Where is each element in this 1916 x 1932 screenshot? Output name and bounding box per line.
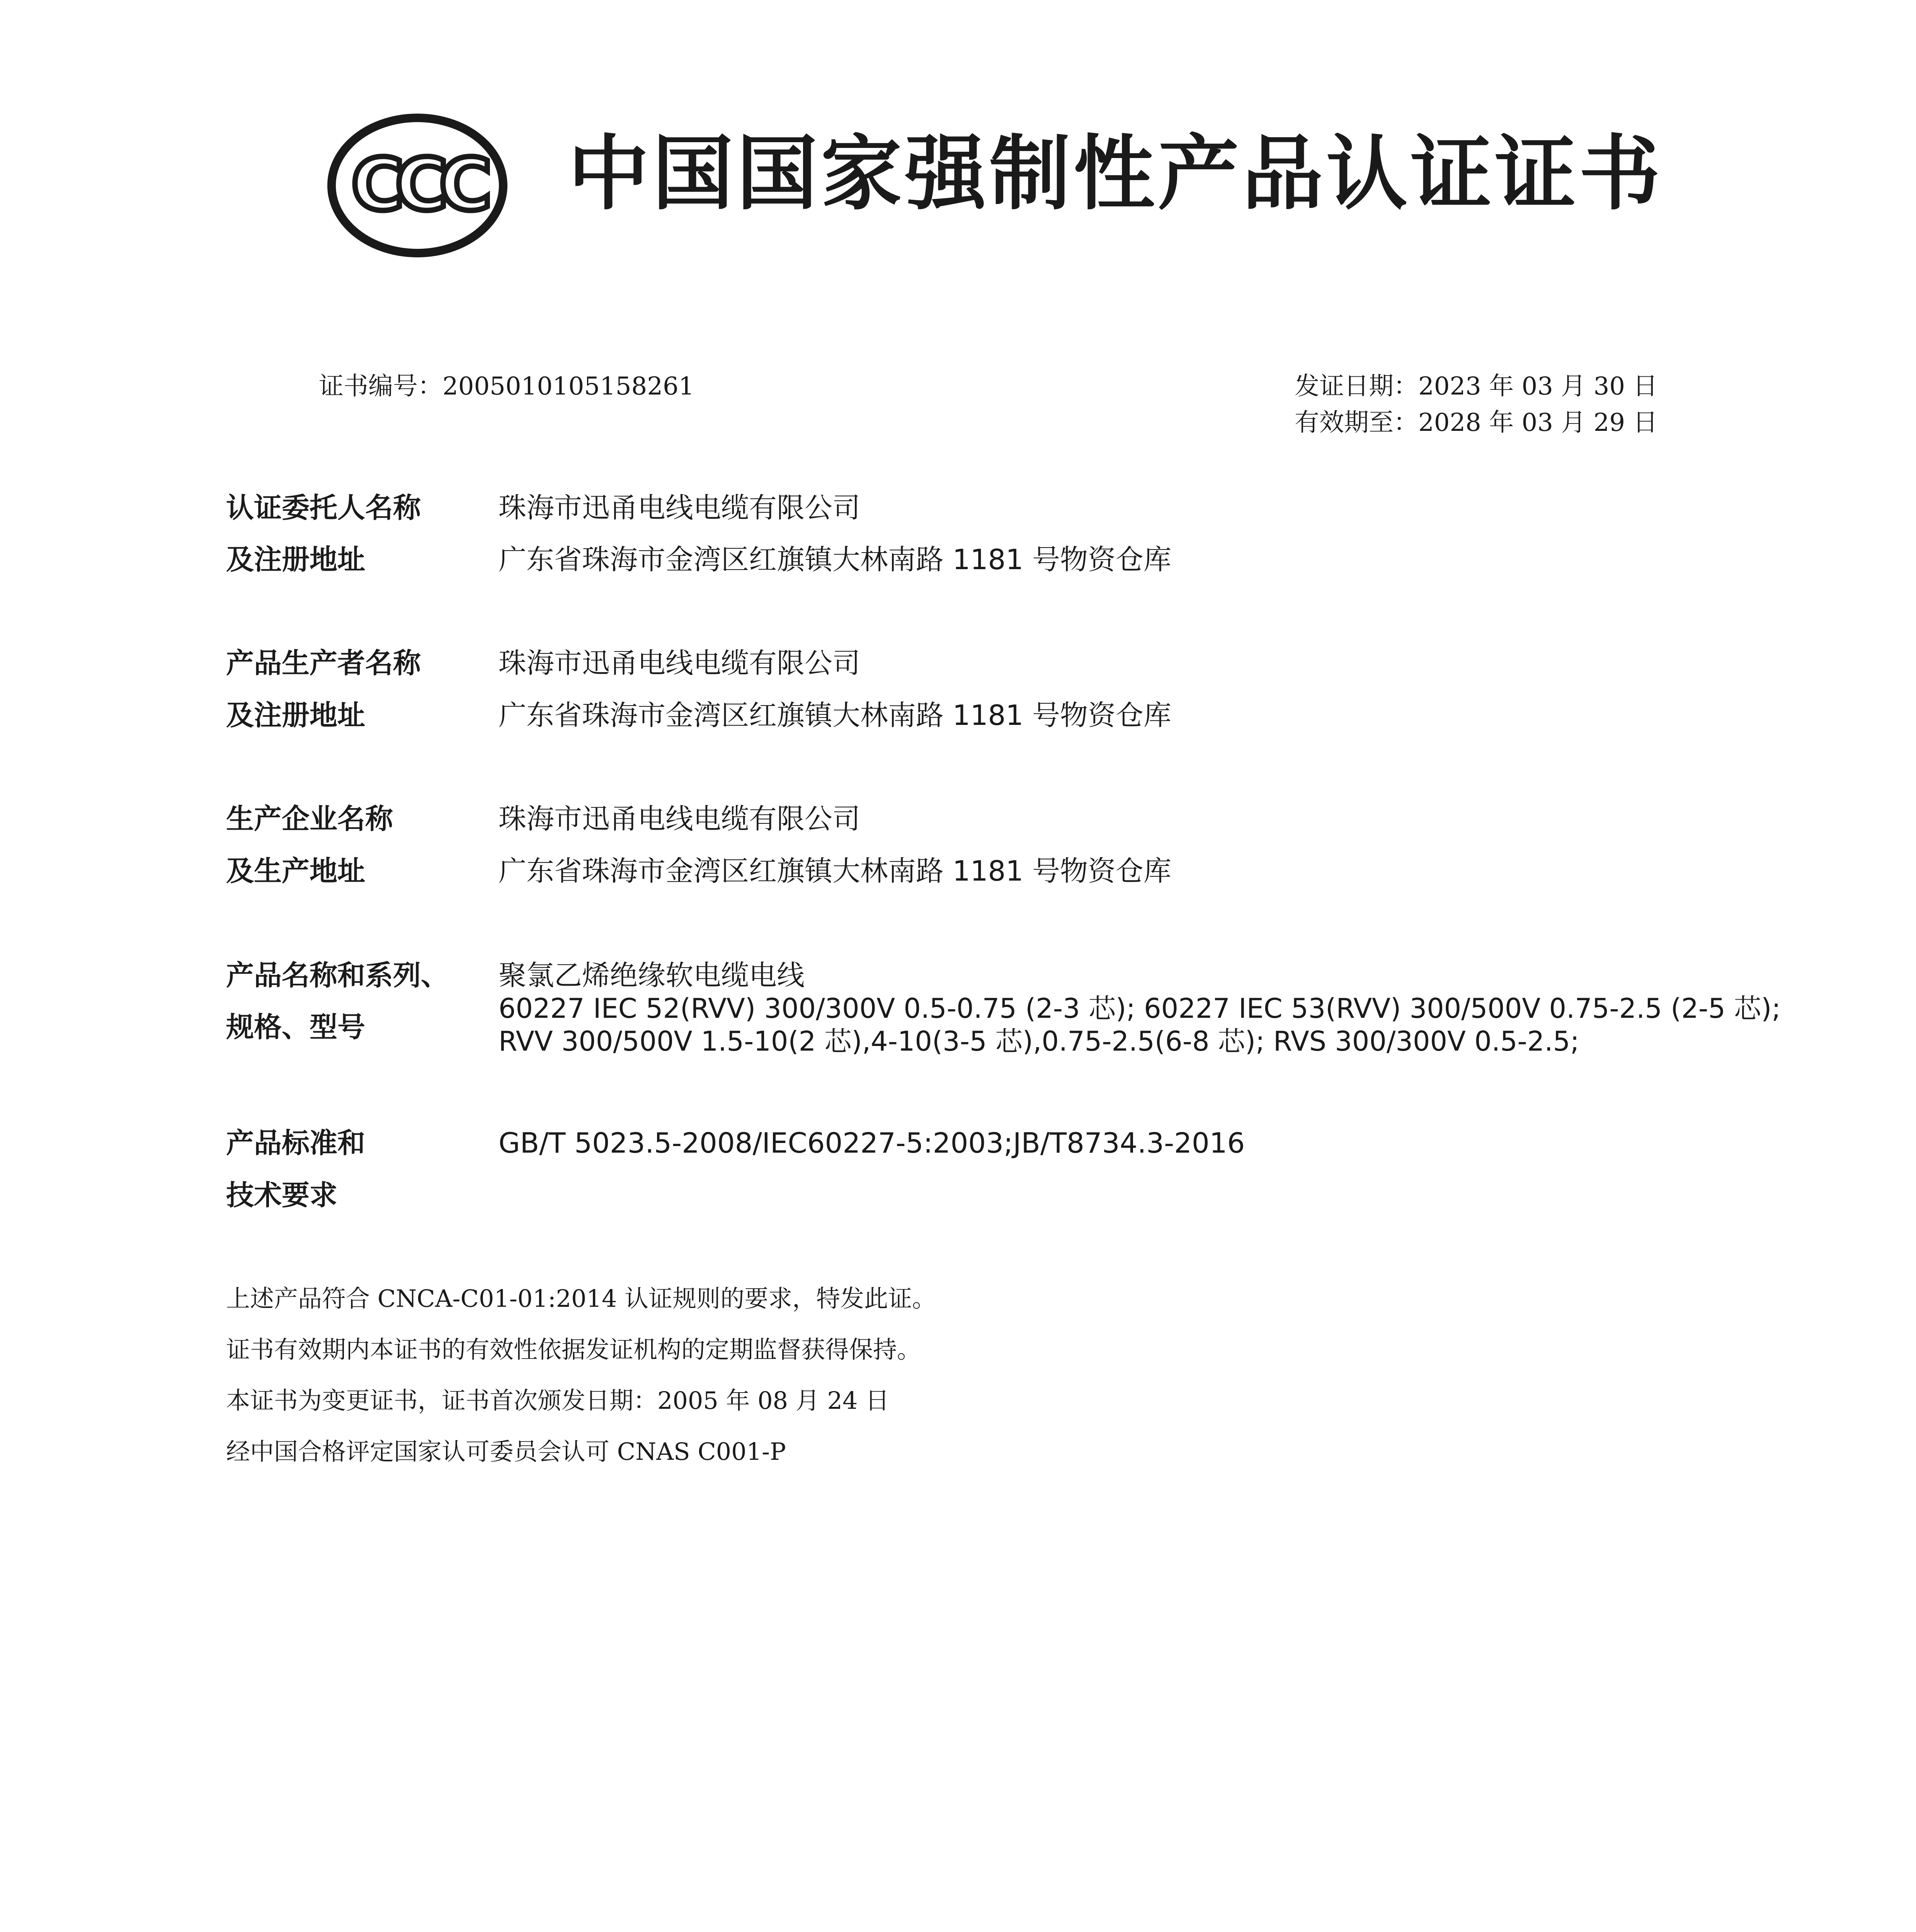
issue-date-label: 发证日期：	[1295, 372, 1418, 401]
standard-label: 产品标准和	[226, 1127, 366, 1159]
expiry-date-label: 有效期至：	[1295, 408, 1418, 437]
note-line: 证书有效期内本证书的有效性依据发证机构的定期监督获得保持。	[226, 1335, 921, 1364]
note-line: 上述产品符合 CNCA-C01-01:2014 认证规则的要求，特发此证。	[226, 1284, 936, 1313]
cert-number-label: 证书编号：	[319, 372, 442, 401]
factory-address: 广东省珠海市金湾区红旗镇大林南路 1181 号物资仓库	[499, 855, 1172, 887]
expiry-date-row	[1295, 410, 1657, 435]
certificate-title: 中国国家强制性产品认证证书	[568, 126, 1664, 221]
tech-requirements-label: 技术要求	[226, 1179, 338, 1211]
applicant-address-label: 及注册地址	[226, 543, 366, 576]
factory-label: 生产企业名称	[226, 803, 393, 835]
product-name: 聚氯乙烯绝缘软电缆电线	[499, 959, 805, 992]
manufacturer-address-label: 及注册地址	[226, 699, 366, 731]
applicant-name: 珠海市迅甬电线电缆有限公司	[499, 492, 861, 524]
product-spec-label: 规格、型号	[226, 1011, 366, 1043]
svg-text:CCC: CCC	[351, 143, 483, 226]
applicant-address: 广东省珠海市金湾区红旗镇大林南路 1181 号物资仓库	[499, 543, 1172, 576]
applicant-label: 认证委托人名称	[226, 492, 421, 524]
cert-number: 2005010105158261	[442, 372, 694, 401]
product-spec-line-2: RVV 300/500V 1.5-10(2 芯),4-10(3-5 芯),0.75-2.5(6-8 芯); RVS 300/300V 0.5-2.5;	[499, 1026, 1579, 1057]
manufacturer-name: 珠海市迅甬电线电缆有限公司	[499, 647, 861, 679]
standard-value: GB/T 5023.5-2008/IEC60227-5:2003;JB/T8734.3-2016	[499, 1127, 1245, 1159]
note-line: 本证书为变更证书，证书首次颁发日期：2005 年 08 月 24 日	[226, 1386, 890, 1415]
manufacturer-label: 产品生产者名称	[226, 647, 421, 679]
product-spec-line-1: 60227 IEC 52(RVV) 300/300V 0.5-0.75 (2-3 芯); 60227 IEC 53(RVV) 300/500V 0.75-2.5 (2-5 芯);	[499, 993, 1781, 1024]
issue-date: 2023 年 03 月 30 日	[1418, 372, 1658, 401]
factory-address-label: 及生产地址	[226, 855, 366, 887]
expiry-date: 2028 年 03 月 29 日	[1418, 408, 1658, 437]
factory-name: 珠海市迅甬电线电缆有限公司	[499, 803, 861, 835]
ccc-logo	[327, 112, 508, 259]
manufacturer-address: 广东省珠海市金湾区红旗镇大林南路 1181 号物资仓库	[499, 699, 1172, 731]
note-line: 经中国合格评定国家认可委员会认可 CNAS C001-P	[226, 1437, 786, 1466]
issue-date-row	[1295, 374, 1657, 399]
product-label: 产品名称和系列、	[226, 959, 449, 992]
cert-number-row	[319, 374, 694, 399]
